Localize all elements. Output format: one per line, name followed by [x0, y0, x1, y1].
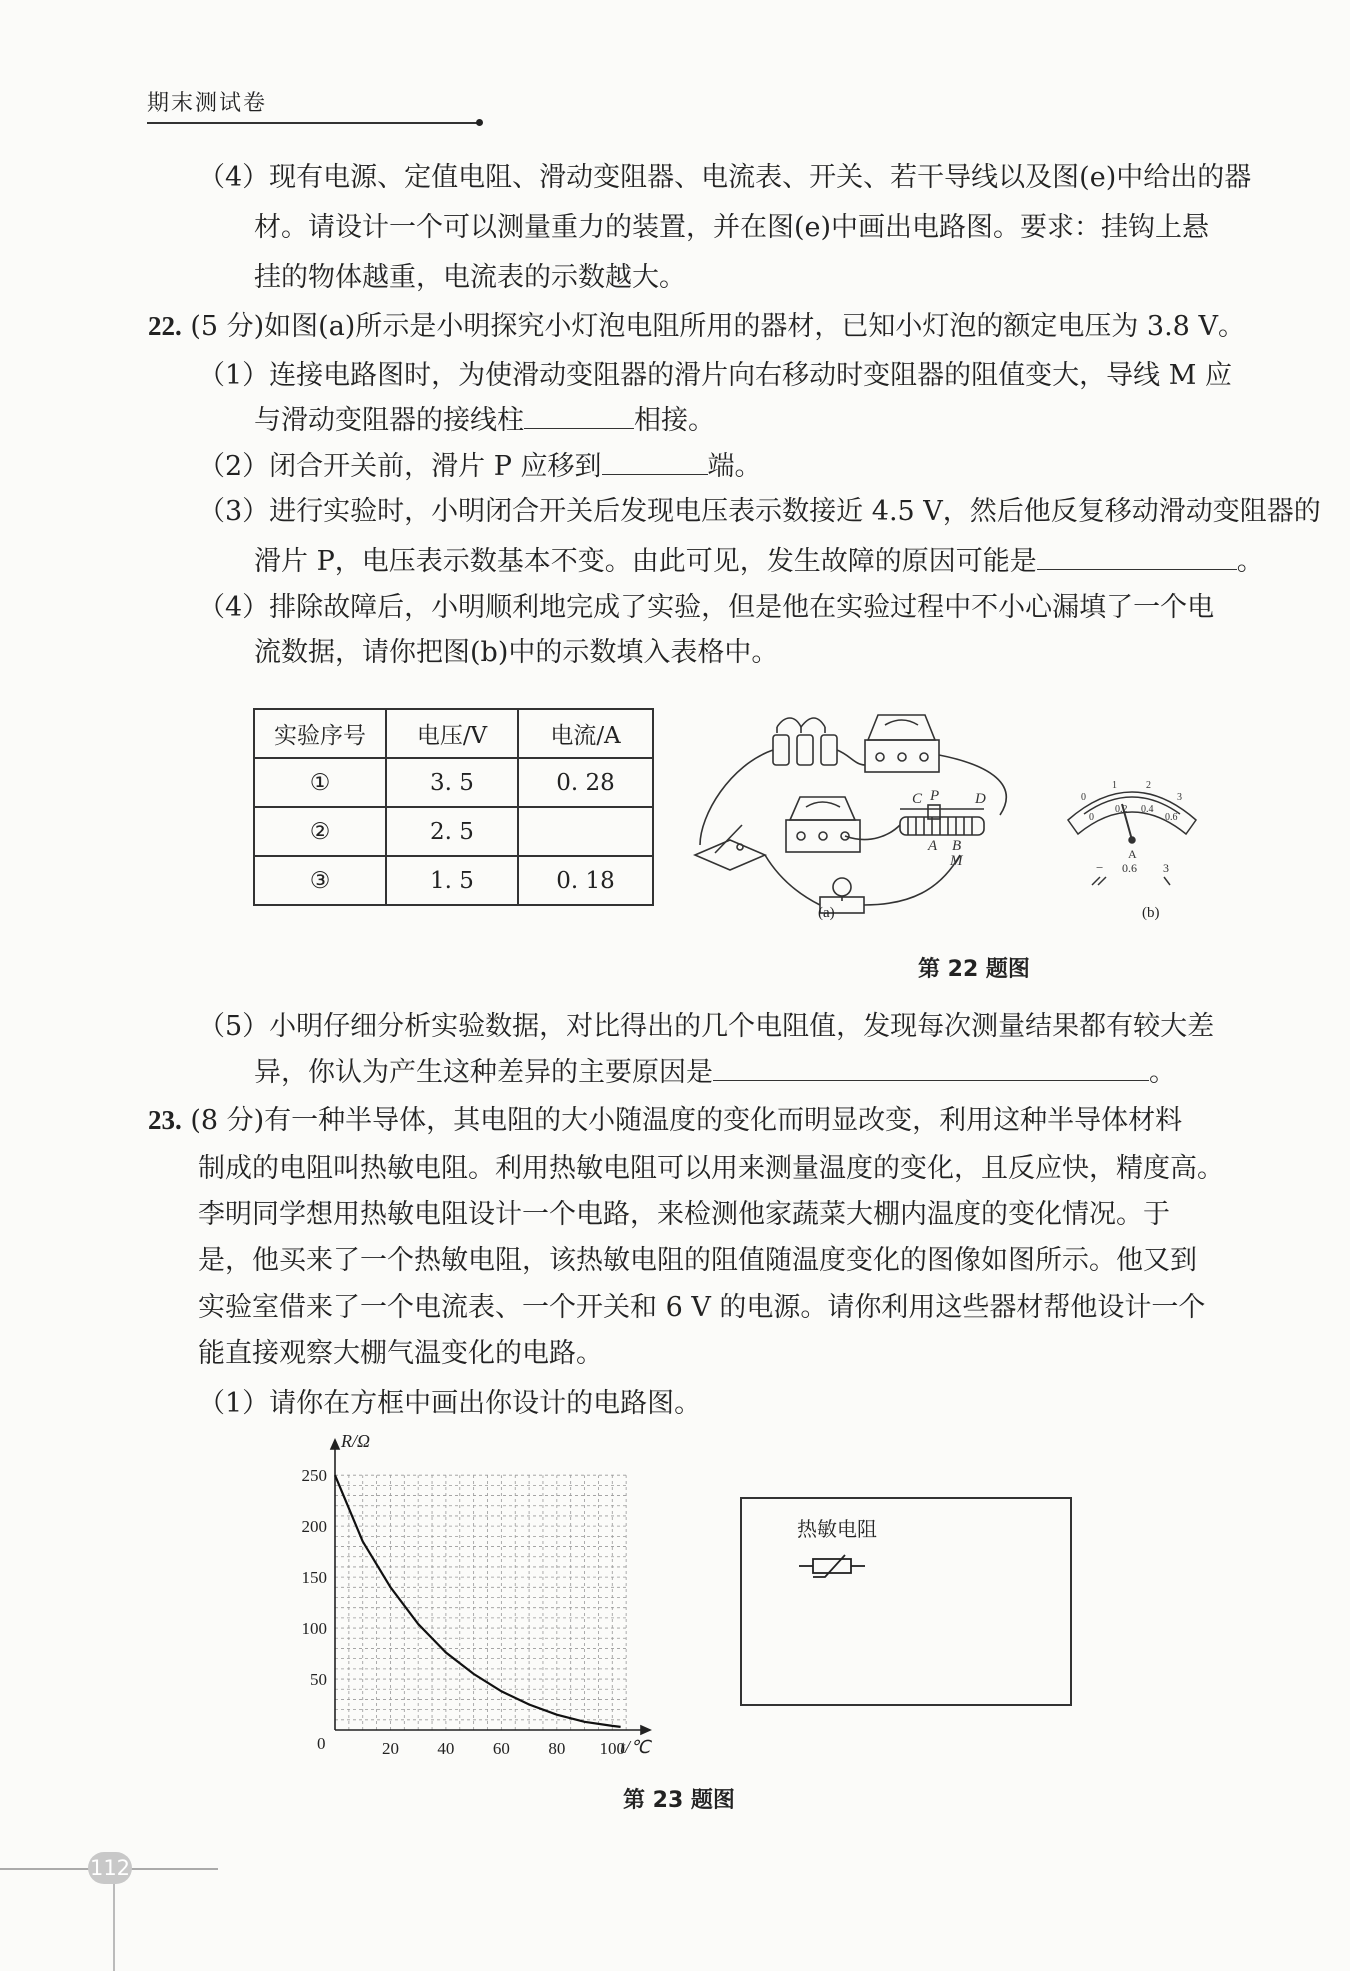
- chart-grid: [335, 1475, 626, 1730]
- question-22-stem: [148, 311, 1245, 342]
- footer-rule: [0, 1868, 95, 1870]
- x-tick-label: 80: [548, 1739, 566, 1758]
- y-tick-label: 150: [301, 1568, 327, 1588]
- figure-23-caption: 第 23 题图: [623, 1788, 735, 1813]
- table-header-cell: 实验序号: [254, 709, 386, 758]
- rheostat-icon: [900, 805, 984, 835]
- dial-bottom-tick: 0.2: [1115, 804, 1128, 815]
- terminal-0-6: 0.6: [1122, 861, 1137, 875]
- terminal-label-d: D: [975, 791, 986, 807]
- terminal-label-b: B: [952, 838, 962, 854]
- q23-line2: 制成的电阻叫热敏电阻。利用热敏电阻可以用来测量温度的变化，且反应快，精度高。: [198, 1153, 1224, 1184]
- x-tick-label: 60: [492, 1739, 510, 1758]
- q22-part5-text-b: 。: [1149, 1057, 1176, 1088]
- figure-22-caption: 第 22 题图: [918, 957, 1030, 982]
- figure-22b-ammeter-dial: [1062, 770, 1202, 900]
- thermistor-symbol-icon: [797, 1551, 867, 1581]
- terminal-3: 3: [1163, 861, 1169, 875]
- y-tick-label: 50: [310, 1670, 327, 1690]
- x-axis-label: t/℃: [620, 1737, 651, 1757]
- q22-part5-line1: （5）小明仔细分析实验数据，对比得出的几个电阻值，发现每次测量结果都有较大差: [198, 1011, 1215, 1042]
- y-tick-label: 250: [301, 1466, 327, 1486]
- table-cell: 2. 5: [386, 807, 518, 856]
- table-row: [254, 807, 653, 856]
- dial-top-tick: 0: [1081, 792, 1086, 803]
- terminal-minus: −: [1096, 860, 1104, 875]
- q22-part2: [198, 450, 762, 482]
- q22-part1-text-a: 与滑动变阻器的接线柱: [254, 405, 524, 436]
- q21-part4-line3: 挂的物体越重，电流表的示数越大。: [254, 262, 686, 293]
- dial-top-tick: 1: [1112, 780, 1117, 791]
- figure-label-b: (b): [1142, 905, 1160, 921]
- y-tick-label: 100: [301, 1619, 327, 1639]
- q22-part2-text-b: 端。: [707, 451, 762, 482]
- dial-unit: A: [1128, 847, 1137, 861]
- dial-bottom-tick: 0.4: [1141, 804, 1154, 815]
- q22-part4-line1: （4）排除故障后，小明顺利地完成了实验，但是他在实验过程中不小心漏填了一个电: [198, 592, 1215, 623]
- wire-label-m: M: [950, 853, 963, 869]
- q23-line3: 李明同学想用热敏电阻设计一个电路，来检测他家蔬菜大棚内温度的变化情况。于: [198, 1199, 1170, 1230]
- q22-part1-text-b: 相接。: [634, 405, 715, 436]
- table-cell: ②: [254, 807, 386, 856]
- question-stem-text: (5 分)如图(a)所示是小明探究小灯泡电阻所用的器材，已知小灯泡的额定电压为 3.8 V。: [190, 311, 1245, 342]
- table-cell: ③: [254, 856, 386, 905]
- table-header-cell: 电流/A: [518, 709, 653, 758]
- voltmeter-icon: [865, 715, 939, 772]
- table-cell[interactable]: [518, 807, 653, 856]
- table-row: [254, 758, 653, 807]
- y-axis-label: R/Ω: [341, 1431, 371, 1451]
- circuit-drawing-box[interactable]: [740, 1497, 1072, 1706]
- terminal-label-c: C: [912, 791, 923, 807]
- q22-part3-text-b: 。: [1236, 546, 1264, 577]
- q23-line4: 是，他买来了一个热敏电阻，该热敏电阻的阻值随温度变化的图像如图所示。他又到: [198, 1245, 1197, 1276]
- x-tick-label: 100: [599, 1739, 626, 1758]
- x-tick-label: 20: [381, 1739, 399, 1758]
- answer-blank[interactable]: [1037, 545, 1237, 570]
- table-cell: ①: [254, 758, 386, 807]
- q22-part4-line2: 流数据，请你把图(b)中的示数填入表格中。: [254, 637, 779, 668]
- q22-part1-line1: （1）连接电路图时，为使滑动变阻器的滑片向右移动时变阻器的阻值变大，导线 M 应: [198, 360, 1232, 391]
- table-header-cell: 电压/V: [386, 709, 518, 758]
- table-cell: 3. 5: [386, 758, 518, 807]
- table-row: [254, 856, 653, 905]
- answer-blank[interactable]: [524, 404, 634, 429]
- dial-top-tick: 3: [1177, 792, 1182, 803]
- terminal-label-a: A: [928, 838, 938, 854]
- origin-label: 0: [317, 1734, 326, 1753]
- question-number: 22.: [148, 311, 182, 341]
- q22-part2-text-a: （2）闭合开关前，滑片 P 应移到: [198, 451, 602, 482]
- table-cell: 1. 5: [386, 856, 518, 905]
- q21-part4-line2: 材。请设计一个可以测量重力的装置，并在图(e)中画出电路图。要求：挂钩上悬: [254, 212, 1210, 243]
- q23-line6: 能直接观察大棚气温变化的电路。: [198, 1338, 603, 1369]
- q22-part3-text-a: 滑片 P，电压表示数基本不变。由此可见，发生故障的原因可能是: [254, 546, 1037, 577]
- table-cell: 0. 28: [518, 758, 653, 807]
- q22-part3-line1: （3）进行实验时，小明闭合开关后发现电压表示数接近 4.5 V，然后他反复移动滑动变阻器的: [198, 496, 1321, 527]
- figure-label-a: (a): [818, 905, 835, 921]
- ammeter-icon: [786, 797, 860, 852]
- data-table: [253, 708, 654, 906]
- answer-blank[interactable]: [602, 450, 708, 475]
- footer-rule: [128, 1868, 218, 1870]
- question-stem-text: (8 分)有一种半导体，其电阻的大小随温度的变化而明显改变，利用这种半导体材料: [190, 1105, 1183, 1136]
- dial-bottom-tick: 0: [1089, 812, 1094, 823]
- question-23-stem: [148, 1105, 1182, 1136]
- q23-line5: 实验室借来了一个电流表、一个开关和 6 V 的电源。请你利用这些器材帮他设计一个: [198, 1292, 1206, 1323]
- page-number: 112: [88, 1852, 132, 1884]
- q21-part4-line1: （4）现有电源、定值电阻、滑动变阻器、电流表、开关、若干导线以及图(e)中给出的器: [198, 162, 1252, 193]
- q22-part5-text-a: 异，你认为产生这种差异的主要原因是: [254, 1057, 713, 1088]
- box-label: 热敏电阻: [797, 1517, 877, 1541]
- q23-part1: （1）请你在方框中画出你设计的电路图。: [198, 1388, 702, 1419]
- x-tick-label: 40: [437, 1739, 455, 1758]
- q22-part1-line2: [254, 404, 715, 436]
- table-cell: 0. 18: [518, 856, 653, 905]
- terminal-label-p: P: [930, 788, 940, 804]
- q22-part3-line2: [254, 545, 1264, 577]
- switch-icon: [695, 825, 765, 870]
- table-header-row: [254, 709, 653, 758]
- figure-22a-apparatus: [690, 705, 1030, 935]
- footer-rule: [113, 1884, 115, 1971]
- question-number: 23.: [148, 1105, 182, 1135]
- q22-part5-line2: [254, 1056, 1176, 1088]
- answer-blank[interactable]: [713, 1056, 1149, 1081]
- header-dot: [476, 119, 483, 126]
- battery-icon: [773, 727, 837, 765]
- dial-bottom-tick: 0.6: [1165, 812, 1178, 823]
- running-header: 期末测试卷: [147, 91, 268, 116]
- y-tick-label: 200: [301, 1517, 327, 1537]
- thermistor-chart: [285, 1425, 675, 1775]
- dial-top-tick: 2: [1146, 780, 1151, 791]
- header-rule: [147, 122, 477, 124]
